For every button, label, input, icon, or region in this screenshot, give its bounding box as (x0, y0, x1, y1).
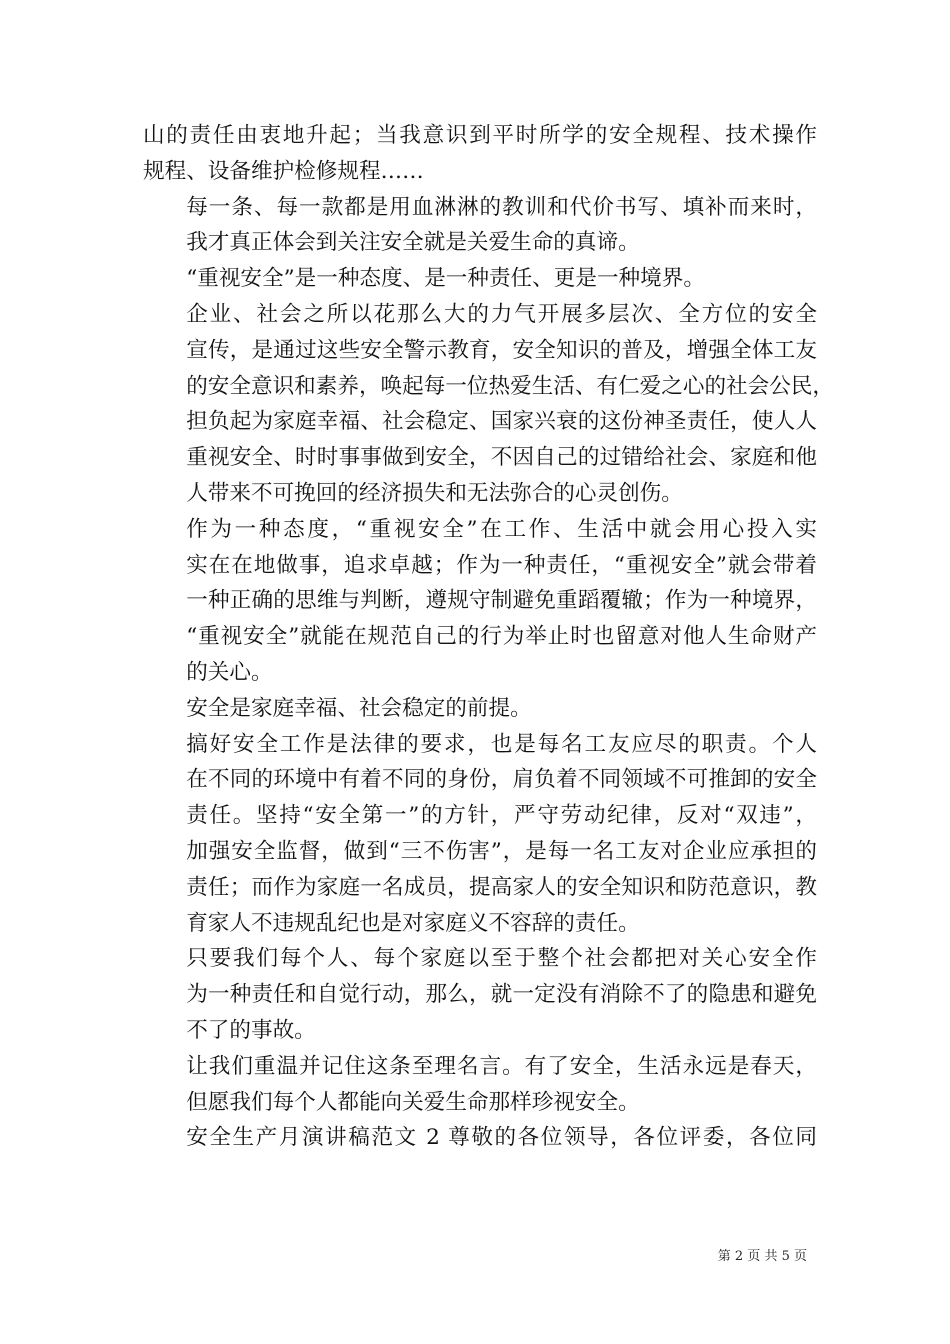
document-body (143, 118, 835, 1156)
text-line: 的关心。 (186, 659, 273, 685)
text-line: 规程、设备维护检修规程…… (143, 158, 424, 184)
text-line: 加强安全监督，做到“三不伤害”，是每一名工友对企业应承担的 (186, 838, 817, 864)
paragraph (143, 512, 817, 691)
text-line: 一种正确的思维与判断，遵规守制避免重蹈覆辙；作为一种境界， (186, 588, 817, 614)
text-line: 安全生产月演讲稿范文 2 尊敬的各位领导，各位评委，各位同 (186, 1125, 817, 1151)
text-line: 宣传，是通过这些安全警示教育，安全知识的普及，增强全体工友 (186, 337, 817, 363)
text-line: 担负起为家庭幸福、社会稳定、国家兴衰的这份神圣责任，使人人 (186, 409, 817, 435)
text-line: “重视安全”就能在规范自己的行为举止时也留意对他人生命财产 (186, 624, 817, 650)
text-line: 不了的事故。 (186, 1017, 316, 1043)
text-line: 安全是家庭幸福、社会稳定的前提。 (186, 695, 532, 721)
text-line: 实在在地做事，追求卓越；作为一种责任，“重视安全”就会带着 (186, 552, 817, 578)
paragraph (143, 1120, 817, 1156)
text-line: 重视安全、时时事事做到安全，不因自己的过错给社会、家庭和他 (186, 445, 817, 471)
text-line: 为一种责任和自觉行动，那么，就一定没有消除不了的隐患和避免 (186, 982, 817, 1008)
page-number: 第 2 页 共 5 页 (717, 1249, 807, 1264)
text-line: 只要我们每个人、每个家庭以至于整个社会都把对关心安全作 (186, 946, 817, 972)
text-line: 育家人不违规乱纪也是对家庭义不容辞的责任。 (186, 910, 640, 936)
text-line: 但愿我们每个人都能向关爱生命那样珍视安全。 (186, 1089, 640, 1115)
text-line: 让我们重温并记住这条至理名言。有了安全，生活永远是春天， (186, 1053, 817, 1079)
paragraph (143, 190, 817, 262)
paragraph (143, 727, 817, 942)
text-line: 山的责任由衷地升起；当我意识到平时所学的安全规程、技术操作 (143, 123, 817, 148)
text-line: 每一条、每一款都是用血淋淋的教训和代价书写、填补而来时， (186, 194, 817, 220)
text-line: 的安全意识和素养，唤起每一位热爱生活、有仁爱之心的社会公民， (186, 373, 835, 399)
text-line: “重视安全”是一种态度、是一种责任、更是一种境界。 (186, 266, 705, 292)
text-line: 在不同的环境中有着不同的身份，肩负着不同领域不可推卸的安全 (186, 767, 817, 793)
text-line: 作为一种态度，“重视安全”在工作、生活中就会用心投入实 (186, 516, 817, 542)
text-line: 我才真正体会到关注安全就是关爱生命的真谛。 (186, 230, 640, 256)
text-line: 人带来不可挽回的经济损失和无法弥合的心灵创伤。 (186, 480, 683, 506)
text-line: 责任；而作为家庭一名成员，提高家人的安全知识和防范意识，教 (186, 874, 817, 900)
paragraph (143, 261, 817, 297)
paragraph (143, 118, 817, 190)
paragraph (143, 297, 835, 512)
paragraph (143, 691, 817, 727)
text-line: 责任。坚持“安全第一”的方针，严守劳动纪律，反对“双违”， (186, 803, 817, 829)
paragraph (143, 941, 817, 1048)
paragraph (143, 1049, 817, 1121)
text-line: 企业、社会之所以花那么大的力气开展多层次、全方位的安全 (186, 301, 817, 327)
text-line: 搞好安全工作是法律的要求，也是每名工友应尽的职责。个人 (186, 731, 817, 757)
